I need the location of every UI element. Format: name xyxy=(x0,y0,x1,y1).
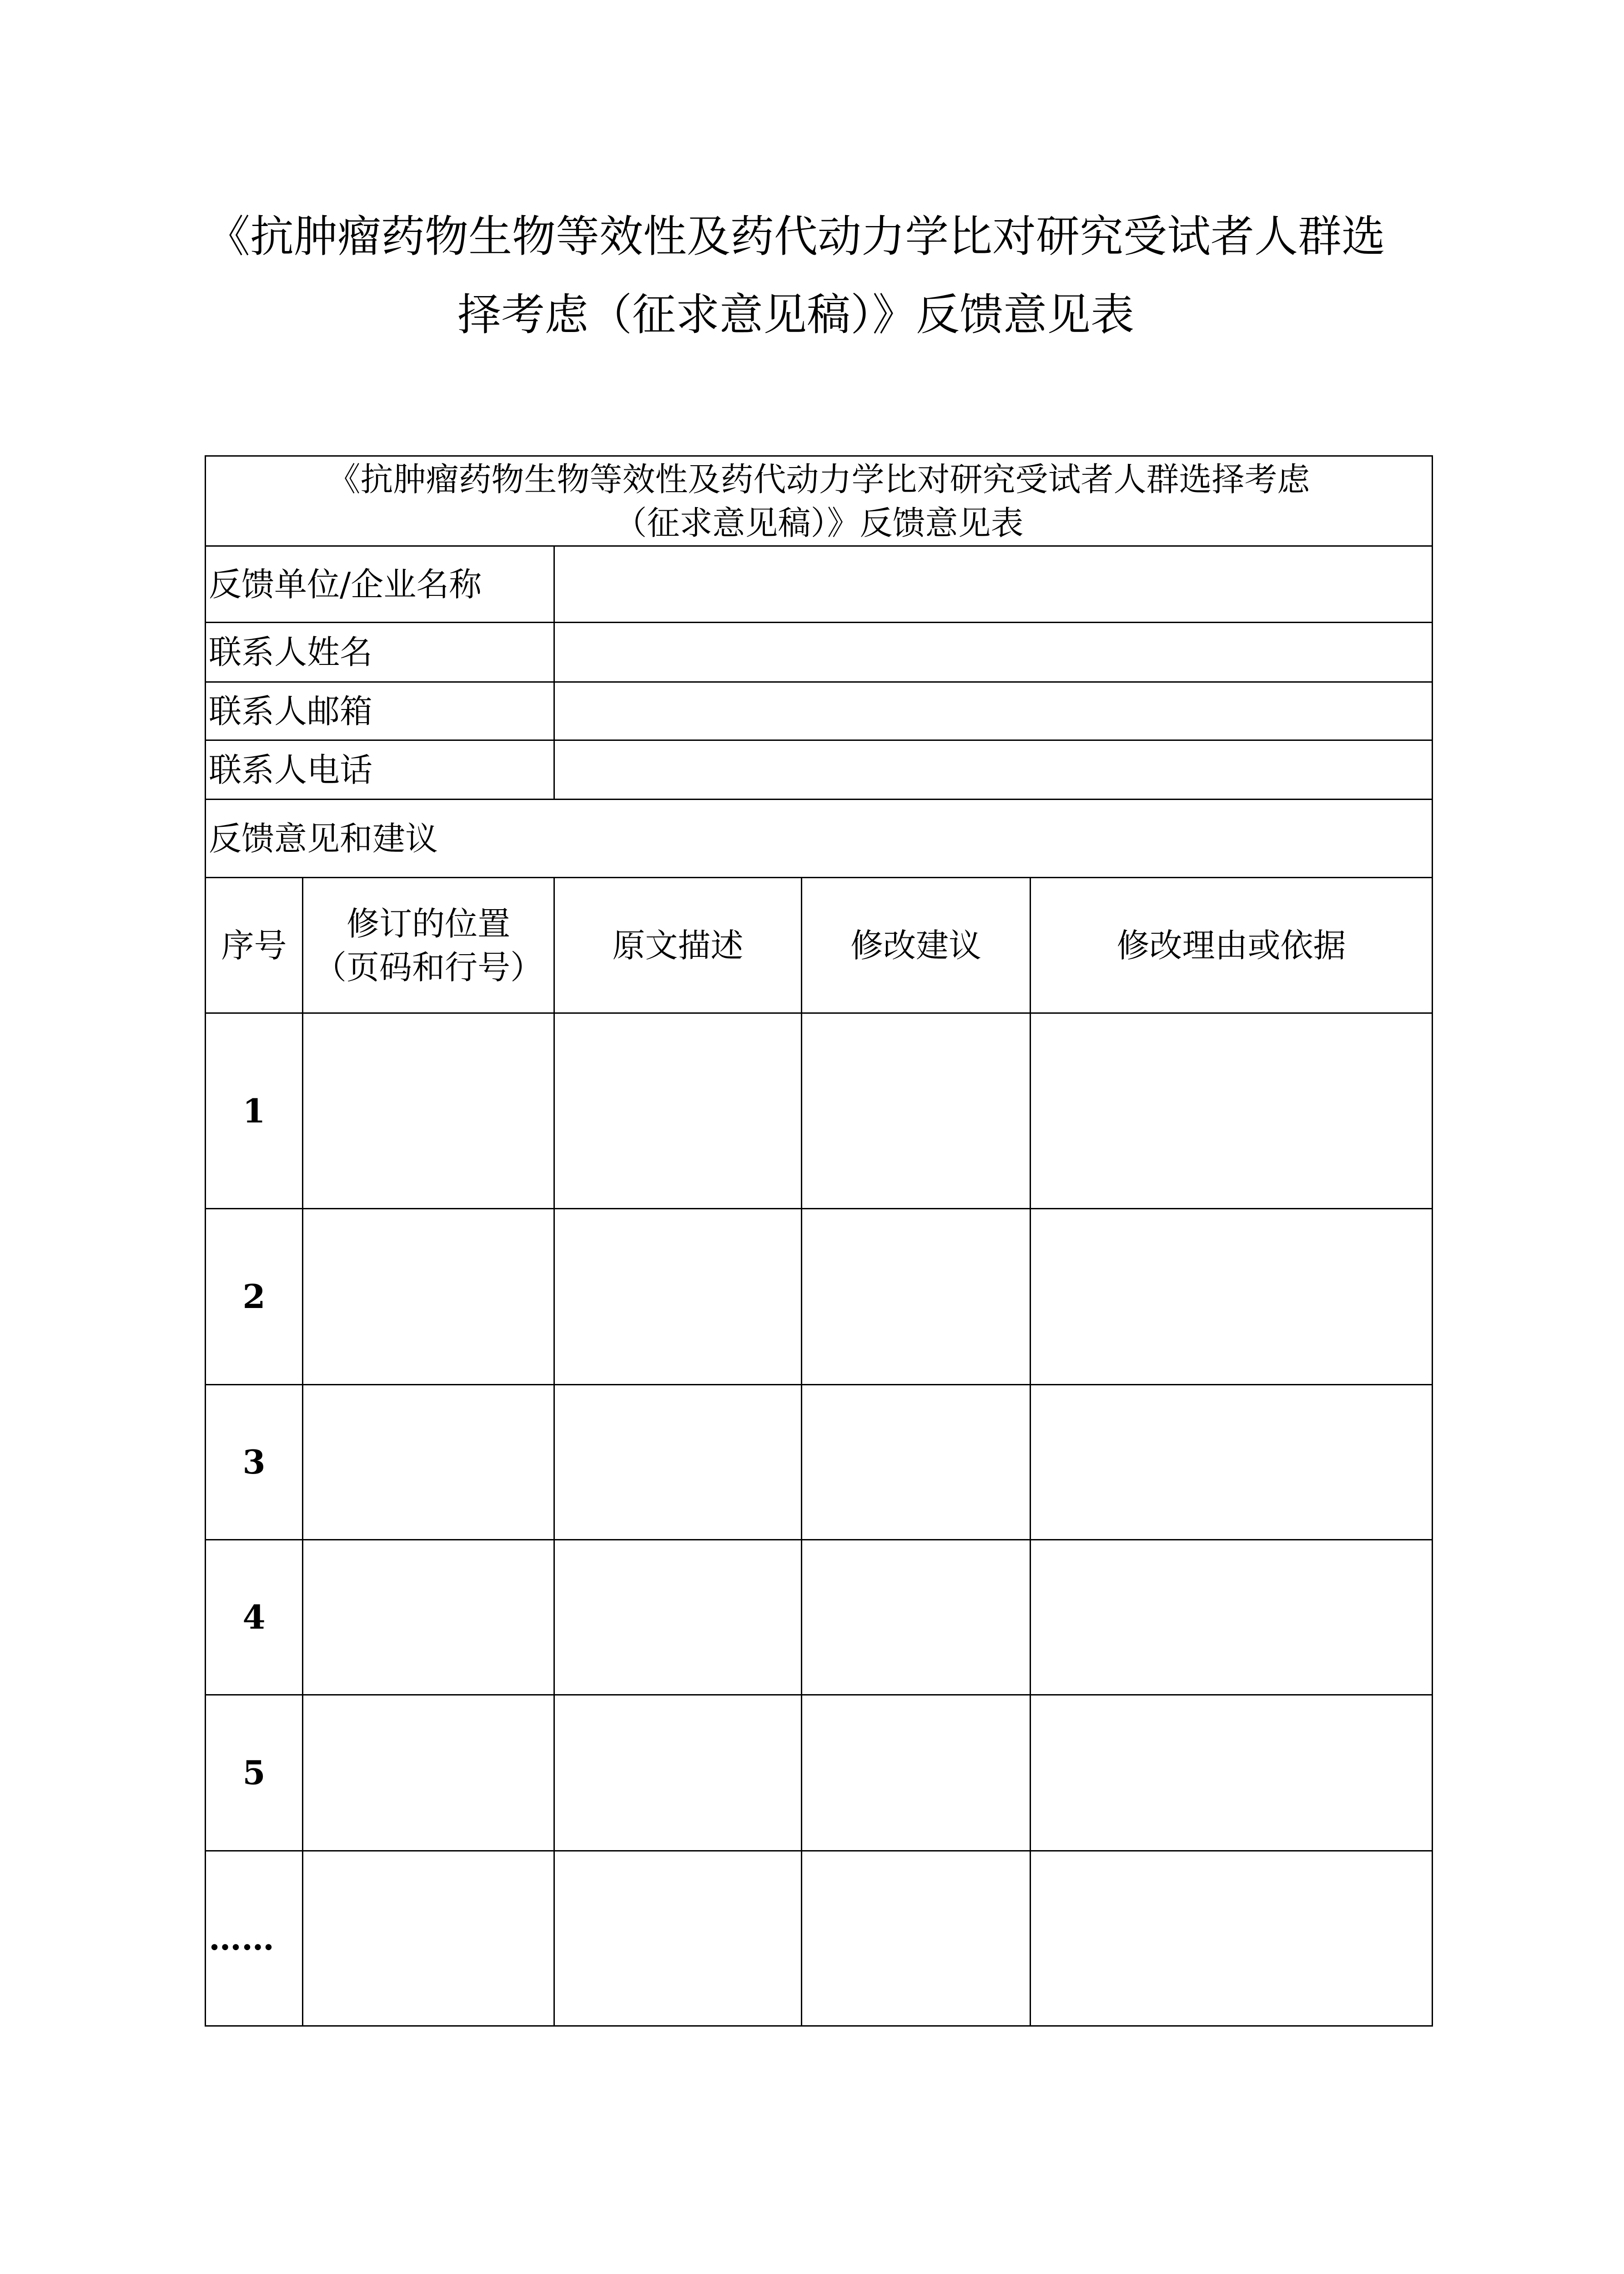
cell-location[interactable] xyxy=(303,1209,554,1385)
field-label-contact-name: 联系人姓名 xyxy=(206,623,554,682)
table-row xyxy=(206,1695,1433,1851)
column-header-location-line-1: 修订的位置 xyxy=(346,904,510,943)
cell-original[interactable] xyxy=(554,1695,802,1851)
cell-original[interactable] xyxy=(554,1385,802,1540)
field-value-contact-name[interactable] xyxy=(554,623,1433,682)
cell-suggestion[interactable] xyxy=(802,1695,1031,1851)
cell-reason[interactable] xyxy=(1031,1209,1433,1385)
row-number: 5 xyxy=(206,1695,303,1851)
row-number: 2 xyxy=(206,1209,303,1385)
row-number: …… xyxy=(206,1851,303,2026)
cell-suggestion[interactable] xyxy=(802,1851,1031,2026)
table-row xyxy=(206,1013,1433,1209)
cell-location[interactable] xyxy=(303,1695,554,1851)
feedback-form-table xyxy=(205,455,1433,2027)
cell-reason[interactable] xyxy=(1031,1013,1433,1209)
row-number: 4 xyxy=(206,1540,303,1695)
cell-location[interactable] xyxy=(303,1851,554,2026)
table-row xyxy=(206,1851,1433,2026)
row-number: 1 xyxy=(206,1013,303,1209)
section-label-suggestions: 反馈意见和建议 xyxy=(206,800,1433,878)
field-value-company[interactable] xyxy=(554,546,1433,623)
field-row-company xyxy=(206,546,1433,623)
row-number: 3 xyxy=(206,1385,303,1540)
cell-location[interactable] xyxy=(303,1385,554,1540)
field-row-contact-name xyxy=(206,623,1433,682)
table-row xyxy=(206,1540,1433,1695)
cell-original[interactable] xyxy=(554,1540,802,1695)
cell-reason[interactable] xyxy=(1031,1851,1433,2026)
table-header-line-1: 《抗肿瘤药物生物等效性及药代动力学比对研究受试者人群选择考虑 xyxy=(327,460,1310,498)
cell-location[interactable] xyxy=(303,1540,554,1695)
table-header-line-2: （征求意见稿）》反馈意见表 xyxy=(614,503,1024,542)
cell-original[interactable] xyxy=(554,1851,802,2026)
column-header-location-line-2: （页码和行号） xyxy=(313,948,543,986)
document-title xyxy=(136,191,1455,347)
cell-suggestion[interactable] xyxy=(802,1209,1031,1385)
cell-reason[interactable] xyxy=(1031,1540,1433,1695)
field-row-contact-email xyxy=(206,682,1433,740)
field-value-contact-email[interactable] xyxy=(554,682,1433,740)
column-header-suggestion: 修改建议 xyxy=(802,878,1031,1013)
table-row xyxy=(206,1385,1433,1540)
document-title-line-2: 择考虑（征求意见稿）》反馈意见表 xyxy=(458,289,1134,340)
cell-reason[interactable] xyxy=(1031,1385,1433,1540)
column-header-row xyxy=(206,878,1433,1013)
field-label-company: 反馈单位/企业名称 xyxy=(206,546,554,623)
column-header-no: 序号 xyxy=(206,878,303,1013)
field-label-contact-phone: 联系人电话 xyxy=(206,740,554,800)
column-header-original: 原文描述 xyxy=(554,878,802,1013)
cell-location[interactable] xyxy=(303,1013,554,1209)
table-row xyxy=(206,1209,1433,1385)
column-header-reason: 修改理由或依据 xyxy=(1031,878,1433,1013)
cell-suggestion[interactable] xyxy=(802,1540,1031,1695)
table-header xyxy=(206,456,1433,546)
cell-suggestion[interactable] xyxy=(802,1385,1031,1540)
field-label-contact-email: 联系人邮箱 xyxy=(206,682,554,740)
cell-suggestion[interactable] xyxy=(802,1013,1031,1209)
document-title-line-1: 《抗肿瘤药物生物等效性及药代动力学比对研究受试者人群选 xyxy=(206,211,1385,262)
cell-original[interactable] xyxy=(554,1209,802,1385)
field-row-contact-phone xyxy=(206,740,1433,800)
column-header-location xyxy=(303,878,554,1013)
field-value-contact-phone[interactable] xyxy=(554,740,1433,800)
cell-original[interactable] xyxy=(554,1013,802,1209)
cell-reason[interactable] xyxy=(1031,1695,1433,1851)
